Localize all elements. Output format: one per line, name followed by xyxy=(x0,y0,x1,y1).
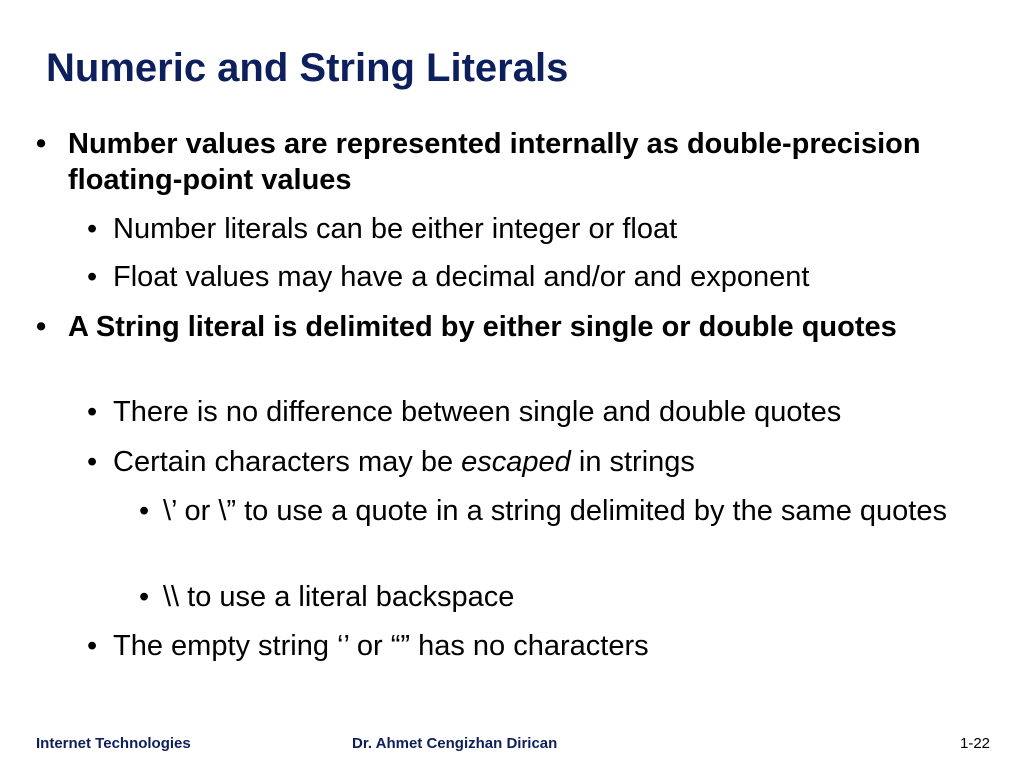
bullet-text-prefix: Certain characters may be xyxy=(113,446,462,478)
bullet-icon: • xyxy=(139,581,150,613)
bullet-text-suffix: in strings xyxy=(570,446,695,478)
bullet-text: The empty string ‘’ or “” has no characters xyxy=(113,630,649,662)
bullet-text: \\ to use a literal backspace xyxy=(163,581,515,613)
bullet-text: Number literals can be either integer or float xyxy=(113,213,678,245)
bullet-item xyxy=(87,211,993,247)
bullet-text: Number values are represented internally as double-precision floating-point values xyxy=(68,128,921,196)
slide-title: Numeric and String Literals xyxy=(46,46,569,90)
bullet-text: There is no difference between single and double quotes xyxy=(113,396,842,428)
bullet-icon: • xyxy=(87,630,98,662)
bullet-item xyxy=(36,309,948,345)
bullet-item xyxy=(139,579,1003,615)
bullet-text: Float values may have a decimal and/or and exponent xyxy=(113,261,810,293)
footer-author: Dr. Ahmet Cengizhan Dirican xyxy=(352,735,558,752)
bullet-icon: • xyxy=(139,495,150,527)
bullet-text-emphasis: escaped xyxy=(461,446,571,478)
bullet-icon: • xyxy=(87,446,98,478)
bullet-icon: • xyxy=(87,261,98,293)
bullet-icon: • xyxy=(36,128,47,160)
bullet-text: A String literal is delimited by either single or double quotes xyxy=(68,311,897,343)
bullet-item xyxy=(87,394,993,430)
bullet-text: \’ or \” to use a quote in a string delimited by the same quotes xyxy=(163,495,947,527)
footer-course-title: Internet Technologies xyxy=(36,735,191,752)
bullet-item xyxy=(87,628,993,664)
bullet-icon: • xyxy=(36,311,47,343)
bullet-item xyxy=(87,259,993,295)
bullet-icon: • xyxy=(87,213,98,245)
bullet-item xyxy=(139,493,1003,529)
bullet-icon: • xyxy=(87,396,98,428)
bullet-item xyxy=(36,126,948,198)
page-number: 1-22 xyxy=(960,735,991,752)
bullet-item xyxy=(87,444,993,480)
